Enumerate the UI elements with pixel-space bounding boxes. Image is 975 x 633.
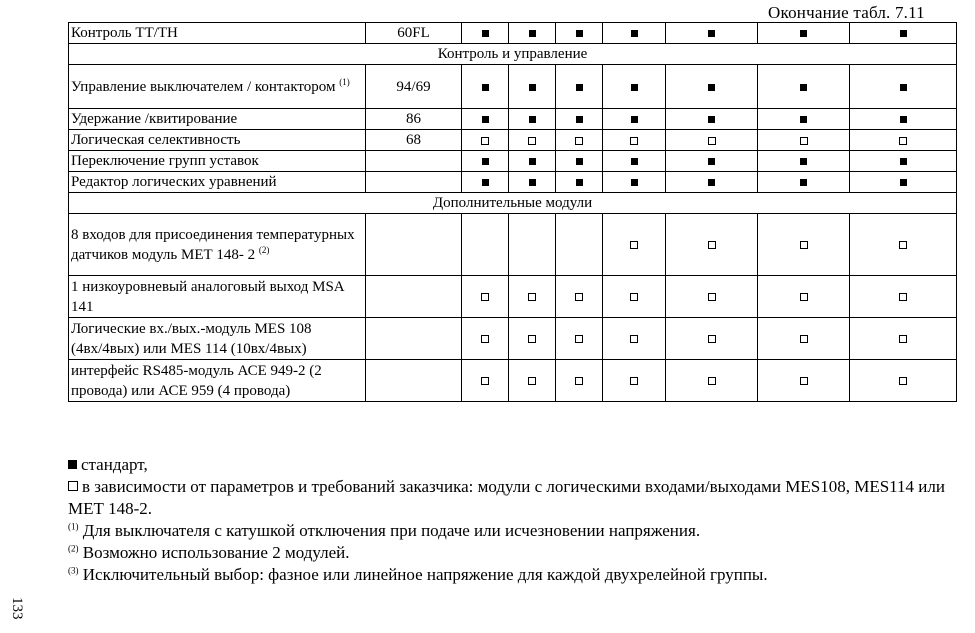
empty-square-icon xyxy=(481,137,489,145)
availability-cell xyxy=(509,276,556,318)
availability-cell xyxy=(758,65,850,109)
availability-cell xyxy=(603,65,666,109)
filled-square-icon xyxy=(482,158,489,165)
legend xyxy=(68,454,968,586)
section-row xyxy=(69,44,957,65)
row-label: 1 низкоуровневый аналоговый выход MSA 141 xyxy=(69,276,366,318)
section-header: Контроль и управление xyxy=(69,44,957,65)
row-label: Управление выключателем / контактором $^{(1)}$ xyxy=(69,65,366,109)
empty-square-icon xyxy=(630,377,638,385)
availability-cell xyxy=(850,276,957,318)
page-number: 133 xyxy=(9,597,25,620)
availability-cell xyxy=(556,109,603,130)
availability-cell xyxy=(509,172,556,193)
availability-cell xyxy=(603,130,666,151)
filled-square-icon xyxy=(529,84,536,91)
table-caption: Окончание табл. 7.11 xyxy=(768,3,925,22)
empty-square-icon xyxy=(630,293,638,301)
table-row xyxy=(69,130,957,151)
empty-square-icon xyxy=(575,293,583,301)
filled-square-icon xyxy=(800,116,807,123)
empty-square-icon xyxy=(575,335,583,343)
availability-cell xyxy=(666,109,758,130)
availability-cell xyxy=(462,214,509,276)
ansi-code xyxy=(366,276,462,318)
availability-cell xyxy=(462,65,509,109)
filled-square-icon xyxy=(529,116,536,123)
availability-cell xyxy=(556,130,603,151)
empty-square-icon xyxy=(481,335,489,343)
footnote-3: $^{(3)}$ Исключительный выбор: фазное или линейное напряжение для каждой двухрелейной группы. xyxy=(68,565,768,584)
filled-square-icon xyxy=(708,179,715,186)
availability-cell xyxy=(509,23,556,44)
availability-cell xyxy=(556,172,603,193)
availability-cell xyxy=(556,23,603,44)
availability-cell xyxy=(666,23,758,44)
filled-square-icon xyxy=(900,179,907,186)
availability-cell xyxy=(666,318,758,360)
availability-cell xyxy=(850,214,957,276)
empty-square-icon xyxy=(899,241,907,249)
availability-cell xyxy=(758,360,850,402)
filled-square-icon xyxy=(529,158,536,165)
empty-square-icon xyxy=(528,377,536,385)
filled-square-icon xyxy=(576,84,583,91)
availability-cell xyxy=(603,109,666,130)
empty-square-icon xyxy=(630,241,638,249)
empty-square-icon xyxy=(630,335,638,343)
row-label: Логическая селективность xyxy=(69,130,366,151)
ansi-code: 86 xyxy=(366,109,462,130)
availability-cell xyxy=(758,276,850,318)
filled-square-icon xyxy=(708,116,715,123)
empty-square-icon xyxy=(528,293,536,301)
filled-square-icon xyxy=(482,116,489,123)
empty-square-icon xyxy=(708,293,716,301)
table-row xyxy=(69,214,957,276)
footnote-ref: (2) xyxy=(258,244,270,255)
filled-square-icon xyxy=(800,179,807,186)
empty-square-icon xyxy=(800,137,808,145)
availability-cell xyxy=(556,214,603,276)
filled-square-icon xyxy=(576,30,583,37)
table-row xyxy=(69,109,957,130)
row-label: интерфейс RS485-модуль АСЕ 949-2 (2 провода) или АСЕ 959 (4 провода) xyxy=(69,360,366,402)
filled-square-icon xyxy=(800,84,807,91)
availability-cell xyxy=(850,65,957,109)
table-row xyxy=(69,172,957,193)
table-row xyxy=(69,23,957,44)
availability-cell xyxy=(850,172,957,193)
legend-optional: в зависимости от параметров и требований заказчика: модули с логическими входами/выходами MES108, MES114 или МЕТ 148-2. xyxy=(68,477,945,518)
availability-cell xyxy=(462,23,509,44)
empty-square-icon xyxy=(800,377,808,385)
availability-cell xyxy=(603,214,666,276)
availability-cell xyxy=(462,360,509,402)
availability-cell xyxy=(556,318,603,360)
row-label: 8 входов для присоединения температурных датчиков модуль МЕТ 148- 2 $^{(2)}$ xyxy=(69,214,366,276)
footnote-1: $^{(1)}$ Для выключателя с катушкой отключения при подаче или исчезновении напряжения. xyxy=(68,521,701,540)
filled-square-icon xyxy=(800,30,807,37)
empty-square-icon xyxy=(800,335,808,343)
ansi-code xyxy=(366,151,462,172)
ansi-code: 94/69 xyxy=(366,65,462,109)
filled-square-icon xyxy=(708,30,715,37)
availability-cell xyxy=(509,318,556,360)
empty-square-icon xyxy=(575,377,583,385)
filled-square-icon xyxy=(576,179,583,186)
availability-cell xyxy=(850,151,957,172)
filled-square-icon xyxy=(708,84,715,91)
filled-square-icon xyxy=(708,158,715,165)
empty-square-icon xyxy=(630,137,638,145)
availability-cell xyxy=(758,23,850,44)
availability-cell xyxy=(556,360,603,402)
availability-cell xyxy=(509,360,556,402)
ansi-code xyxy=(366,172,462,193)
empty-square-icon xyxy=(528,137,536,145)
availability-cell xyxy=(666,172,758,193)
filled-square-icon xyxy=(631,30,638,37)
availability-cell xyxy=(556,276,603,318)
row-label: Редактор логических уравнений xyxy=(69,172,366,193)
table-row xyxy=(69,151,957,172)
row-label: Переключение групп уставок xyxy=(69,151,366,172)
ansi-code: 60FL xyxy=(366,23,462,44)
row-label: Удержание /квитирование xyxy=(69,109,366,130)
availability-cell xyxy=(850,130,957,151)
footnote-ref: (1) xyxy=(339,76,350,87)
table-row xyxy=(69,276,957,318)
availability-cell xyxy=(556,151,603,172)
ansi-code: 68 xyxy=(366,130,462,151)
filled-square-icon xyxy=(900,30,907,37)
empty-square-icon xyxy=(800,241,808,249)
filled-square-icon xyxy=(631,179,638,186)
availability-cell xyxy=(758,172,850,193)
availability-cell xyxy=(603,360,666,402)
empty-square-icon xyxy=(899,293,907,301)
availability-cell xyxy=(462,109,509,130)
empty-square-icon xyxy=(708,241,716,249)
availability-cell xyxy=(666,276,758,318)
availability-cell xyxy=(666,65,758,109)
availability-cell xyxy=(603,23,666,44)
availability-cell xyxy=(758,151,850,172)
availability-cell xyxy=(758,318,850,360)
availability-cell xyxy=(666,130,758,151)
filled-square-icon xyxy=(631,158,638,165)
availability-cell xyxy=(850,109,957,130)
availability-cell xyxy=(462,151,509,172)
empty-square-icon xyxy=(800,293,808,301)
filled-square-icon xyxy=(68,460,77,469)
availability-cell xyxy=(850,360,957,402)
availability-cell xyxy=(758,109,850,130)
filled-square-icon xyxy=(800,158,807,165)
footnote-2: $^{(2)}$ Возможно использование 2 модулей. xyxy=(68,543,350,562)
section-header: Дополнительные модули xyxy=(69,193,957,214)
empty-square-icon xyxy=(708,137,716,145)
empty-square-icon xyxy=(899,335,907,343)
availability-cell xyxy=(462,318,509,360)
availability-cell xyxy=(603,318,666,360)
availability-cell xyxy=(462,130,509,151)
empty-square-icon xyxy=(575,137,583,145)
table-row xyxy=(69,318,957,360)
ansi-code xyxy=(366,214,462,276)
filled-square-icon xyxy=(576,158,583,165)
empty-square-icon xyxy=(481,377,489,385)
availability-cell xyxy=(509,151,556,172)
availability-cell xyxy=(603,172,666,193)
availability-cell xyxy=(556,65,603,109)
availability-cell xyxy=(850,318,957,360)
availability-cell xyxy=(758,130,850,151)
legend-standard: стандарт, xyxy=(68,454,968,476)
availability-cell xyxy=(850,23,957,44)
availability-cell xyxy=(509,214,556,276)
availability-cell xyxy=(509,65,556,109)
row-label: Контроль ТТ/ТН xyxy=(69,23,366,44)
empty-square-icon xyxy=(708,377,716,385)
availability-cell xyxy=(666,151,758,172)
availability-cell xyxy=(666,214,758,276)
filled-square-icon xyxy=(576,116,583,123)
availability-cell xyxy=(509,109,556,130)
availability-cell xyxy=(603,151,666,172)
availability-cell xyxy=(462,276,509,318)
filled-square-icon xyxy=(529,30,536,37)
availability-cell xyxy=(462,172,509,193)
empty-square-icon xyxy=(68,481,78,491)
empty-square-icon xyxy=(481,293,489,301)
table-row xyxy=(69,360,957,402)
empty-square-icon xyxy=(528,335,536,343)
empty-square-icon xyxy=(708,335,716,343)
filled-square-icon xyxy=(900,116,907,123)
filled-square-icon xyxy=(631,116,638,123)
row-label: Логические вх./вых.-модуль MES 108 (4вх/4вых) или MES 114 (10вх/4вых) xyxy=(69,318,366,360)
ansi-code xyxy=(366,318,462,360)
filled-square-icon xyxy=(900,84,907,91)
availability-cell xyxy=(666,360,758,402)
section-row xyxy=(69,193,957,214)
filled-square-icon xyxy=(529,179,536,186)
availability-cell xyxy=(603,276,666,318)
availability-cell xyxy=(758,214,850,276)
table-row xyxy=(69,65,957,109)
filled-square-icon xyxy=(482,179,489,186)
filled-square-icon xyxy=(631,84,638,91)
empty-square-icon xyxy=(899,377,907,385)
availability-cell xyxy=(509,130,556,151)
filled-square-icon xyxy=(900,158,907,165)
ansi-code xyxy=(366,360,462,402)
filled-square-icon xyxy=(482,84,489,91)
empty-square-icon xyxy=(899,137,907,145)
spec-table xyxy=(68,22,957,402)
filled-square-icon xyxy=(482,30,489,37)
